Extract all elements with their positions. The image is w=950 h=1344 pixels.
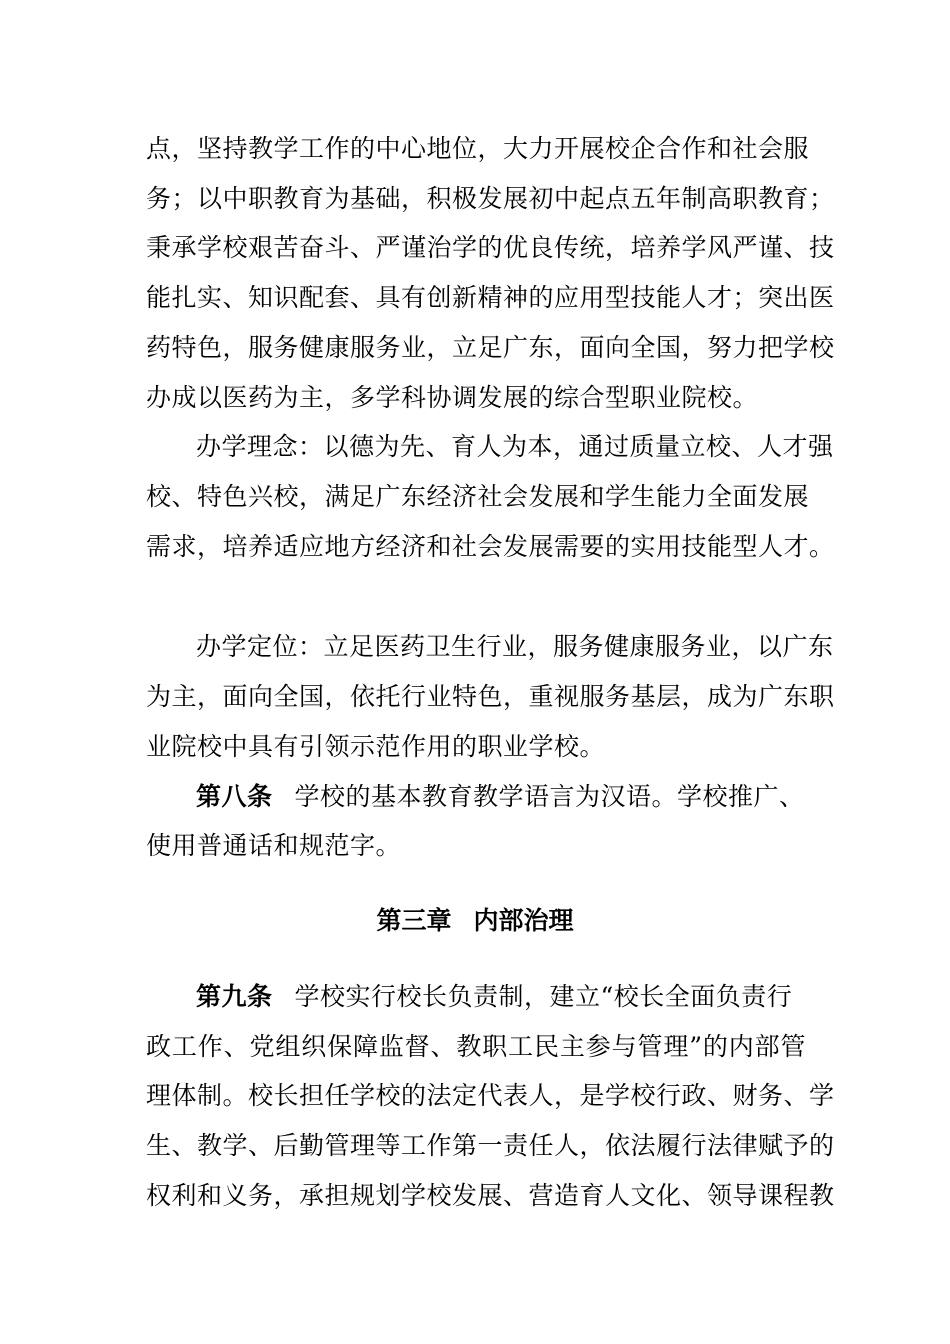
paragraph-line: 理体制。校长担任学校的法定代表人，是学校行政、财务、学	[146, 1081, 835, 1110]
paragraph-line: 务；以中职教育为基础，积极发展初中起点五年制高职教育；	[146, 184, 835, 213]
paragraph-line: 办学定位：立足医药卫生行业，服务健康服务业，以广东	[196, 632, 834, 661]
paragraph-line: 业院校中具有引领示范作用的职业学校。	[146, 732, 606, 761]
paragraph-line: 需求，培养适应地方经济和社会发展需要的实用技能型人才。	[146, 532, 835, 561]
paragraph-line: 权利和义务，承担规划学校发展、营造育人文化、领导课程教	[146, 1181, 835, 1210]
paragraph-line: 药特色，服务健康服务业，立足广东，面向全国，努力把学校	[146, 333, 835, 362]
chapter-heading	[0, 904, 950, 938]
article-8	[196, 780, 806, 814]
paragraph-line: 使用普通话和规范字。	[146, 831, 402, 860]
article-text: 学校实行校长负责制，建立“校长全面负责行	[294, 982, 793, 1011]
paragraph-line: 政工作、党组织保障监督、教职工民主参与管理”的内部管	[146, 1032, 806, 1061]
paragraph-line: 生、教学、后勤管理等工作第一责任人，依法履行法律赋予的	[146, 1131, 835, 1160]
paragraph-line: 办学理念：以德为先、育人为本，通过质量立校、人才强	[196, 432, 834, 461]
article-9	[196, 980, 806, 1014]
chapter-title: 内部治理	[473, 906, 574, 935]
chapter-number: 第三章	[376, 906, 452, 935]
paragraph-line: 校、特色兴校，满足广东经济社会发展和学生能力全面发展	[146, 482, 810, 511]
paragraph-line: 办成以医药为主，多学科协调发展的综合型职业院校。	[146, 383, 759, 412]
article-text: 学校的基本教育教学语言为汉语。学校推广、	[294, 782, 805, 811]
paragraph-line: 点，坚持教学工作的中心地位，大力开展校企合作和社会服	[146, 134, 810, 163]
paragraph-line: 秉承学校艰苦奋斗、严谨治学的优良传统，培养学风严谨、技	[146, 233, 835, 262]
paragraph-line: 为主，面向全国，依托行业特色，重视服务基层，成为广东职	[146, 682, 835, 711]
paragraph-line: 能扎实、知识配套、具有创新精神的应用型技能人才；突出医	[146, 283, 835, 312]
article-label: 第九条	[196, 982, 273, 1011]
article-label: 第八条	[196, 782, 273, 811]
